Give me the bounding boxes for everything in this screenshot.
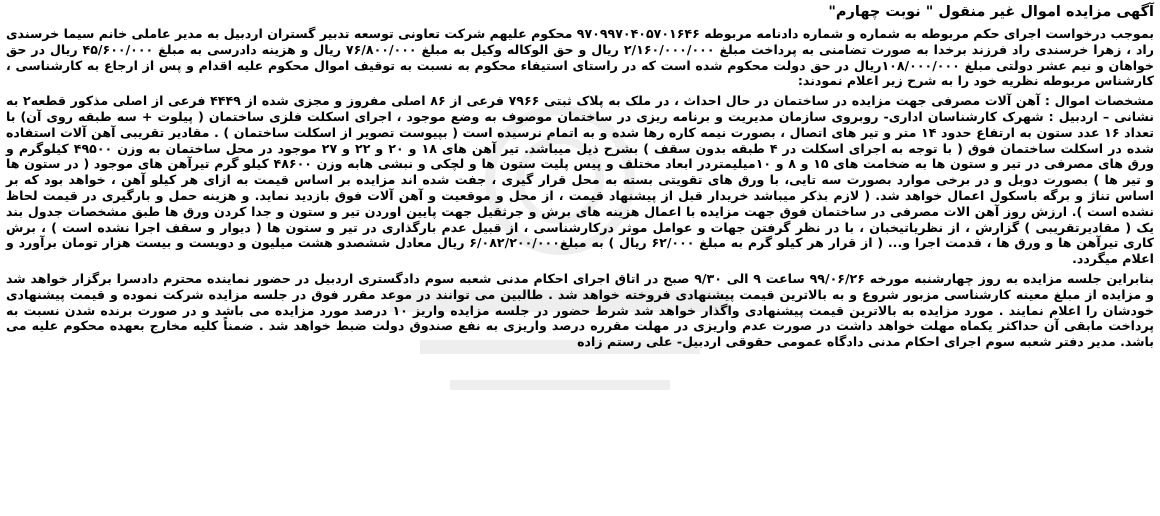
notice-title: آگهی مزایده اموال غیر منقول " نوبت چهارم"	[828, 4, 1154, 20]
paragraph-judgment: بموجب درخواست اجرای حکم مربوطه به شماره و شماره دادنامه مربوطه ۹۷۰۹۹۷۰۴۰۵۷۰۱۶۴۶ محکوم علیهم شرکت تعاونی توسعه تدبیر گستران اردبیل به مدیر عاملی خانم سیما خرسندی راد ، زهرا خرسندی راد فرزند برخدا به صورت تضامنی به پرداخت مبلغ ۲/۱۶۰/۰۰۰/۰۰۰ ریال و حق الوکاله وکیل به مبلغ ۷۶/۸۰۰/۰۰۰ ریال و هزینه دادرسی به مبلغ ۴۵/۶۰۰/۰۰۰ ریال در حق خواهان و نیم عشر دولتی مبلغ ۱۰۸/۰۰۰/۰۰۰ریال در حق دولت محکوم شده است که در راستای استیفاء محکوم به نسبت به توقیف اموال محکوم علیه اقدام و پس از ارجاع به کارشناسی ، کارشناس مربوطه نظریه خود را به شرح زیر اعلام نمودند:	[6, 26, 1154, 89]
paragraph-auction-terms: بنابراین جلسه مزایده به روز چهارشنبه مورخه ۹۹/۰۶/۲۶ ساعت ۹ الی ۹/۳۰ صبح در اتاق اجرای احکام مدنی شعبه سوم دادگستری اردبیل در حضور نماینده محترم دادسرا برگزار خواهد شد و مزایده از مبلغ معینه کارشناسی مزبور شروع و به بالاترین قیمت پیشنهادی فروخته خواهد شد . طالبین می توانند در موعد مقرر فوق در جلسه مزایده شرکت نموده و قیمت پیشنهادی خودشان را اعلام نمایند . مورد مزایده به بالاترین قیمت پیشنهادی واگذار خواهد شد شرط حضور در جلسه مزایده واریز ۱۰ درصد مورد مزایده می باشد و در صورت برنده شدن نسبت به پرداخت مابقی آن حداکثر یکماه مهلت خواهد داشت در صورت عدم واریزی در مهلت مقرره درصد واریزی به نفع صندوق دولت ضبط خواهد شد . ضمناً کلیه مخارج بعهده محکوم علیه می باشد. مدیر دفتر شعبه سوم اجرای احکام مدنی دادگاه عمومی حقوقی اردبیل- علی رستم زاده	[6, 270, 1155, 350]
paragraph-property-specs: مشخصات اموال : آهن آلات مصرفی جهت مزایده در ساختمان در حال احداث ، در ملک به پلاک ثبتی ۷۹۶۶ فرعی از ۸۶ اصلی مفروز و مجزی شده از ۴۴۴۹ فرعی از اصلی مذکور قطعه۲ به نشانی – اردبیل : شهرک کارشناسان اداری- روبروی سازمان مدیریت و برنامه ریزی در ساختمان موصوف به وضع موجود ، اجرای اسکلت فلزی ساختمان ( پیلوت + سه طبقه روی آن) با تعداد ۱۶ عدد ستون به ارتفاع حدود ۱۴ متر و تیر های اتصال ، بصورت نیمه کاره رها شده و به اتمام نرسیده است ( بپیوست تصویر از اسکلت ساختمان ) . مقادیر تقریبی آهن آلات استفاده شده در اسکلت ساختمان فوق ( با توجه به اجرای اسکلت در ۴ طبقه بدون سقف ) بشرح ذیل میباشد. تیر آهن های ۱۸ و ۲۰ و ۲۲ و ۲۷ موجود در محل ساختمان به وزن ۴۹۵۰۰ کیلوگرم و ورق های مصرفی در تیر و ستون ها به ضخامت های ۱۵ و ۸ و ۱۰میلیمتردر ابعاد مختلف و پیس پلیت ستون ها و لچکی و نبشی هابه وزن ۴۸۶۰۰ کیلو گرم تیرآهن های موجود ( در ستون ها و تیر ها ) بصورت دوبل و در برخی موارد بصورت سه تایی، با ورق های تقویتی بسته به محل قرار گیری ، جفت شده اند مزایده بر اساس قیمت به ازای هر کیلو آهن ، خواهد بود که بر اساس تناژ و برگه باسکول اعمال خواهد شد. ( لازم بذکر میباشد خریدار قبل از پیشنهاد قیمت ، از محل و موقعیت و آهن آلات فوق بازدید نماید. و هزینه حمل و بارگیری در قیمت لحاظ نشده است ). ارزش روز آهن الات مصرفی در ساختمان فوق جهت مزایده با اعمال هزینه های برش و جرثقیل جهت پایین اوردن تیر و ستون و جدا کردن ورق ها طبق مشخصات جدول بند یک ( مقادیرتقریبی ) گزارش ، از نظریاتیخبان ، با در نظر گرفتن جهات و عوامل موثر درکارشناسی ، از قبیل عدم بارگذاری در تیر و ستون ها ( دیوار و سقف اجرا نشده است ) ، برش کاری تیرآهن ها و ورق ها ، قدمت اجرا و... ( از قرار هر کیلو گرم به مبلغ ۶۲/۰۰۰ ریال ) به مبلغ۶/۰۸۲/۲۰۰/۰۰۰ ریال معادل ششصدو هشت میلیون و دویست و بیست هزار تومان برآورد و اعلام میگردد.	[6, 93, 1155, 267]
